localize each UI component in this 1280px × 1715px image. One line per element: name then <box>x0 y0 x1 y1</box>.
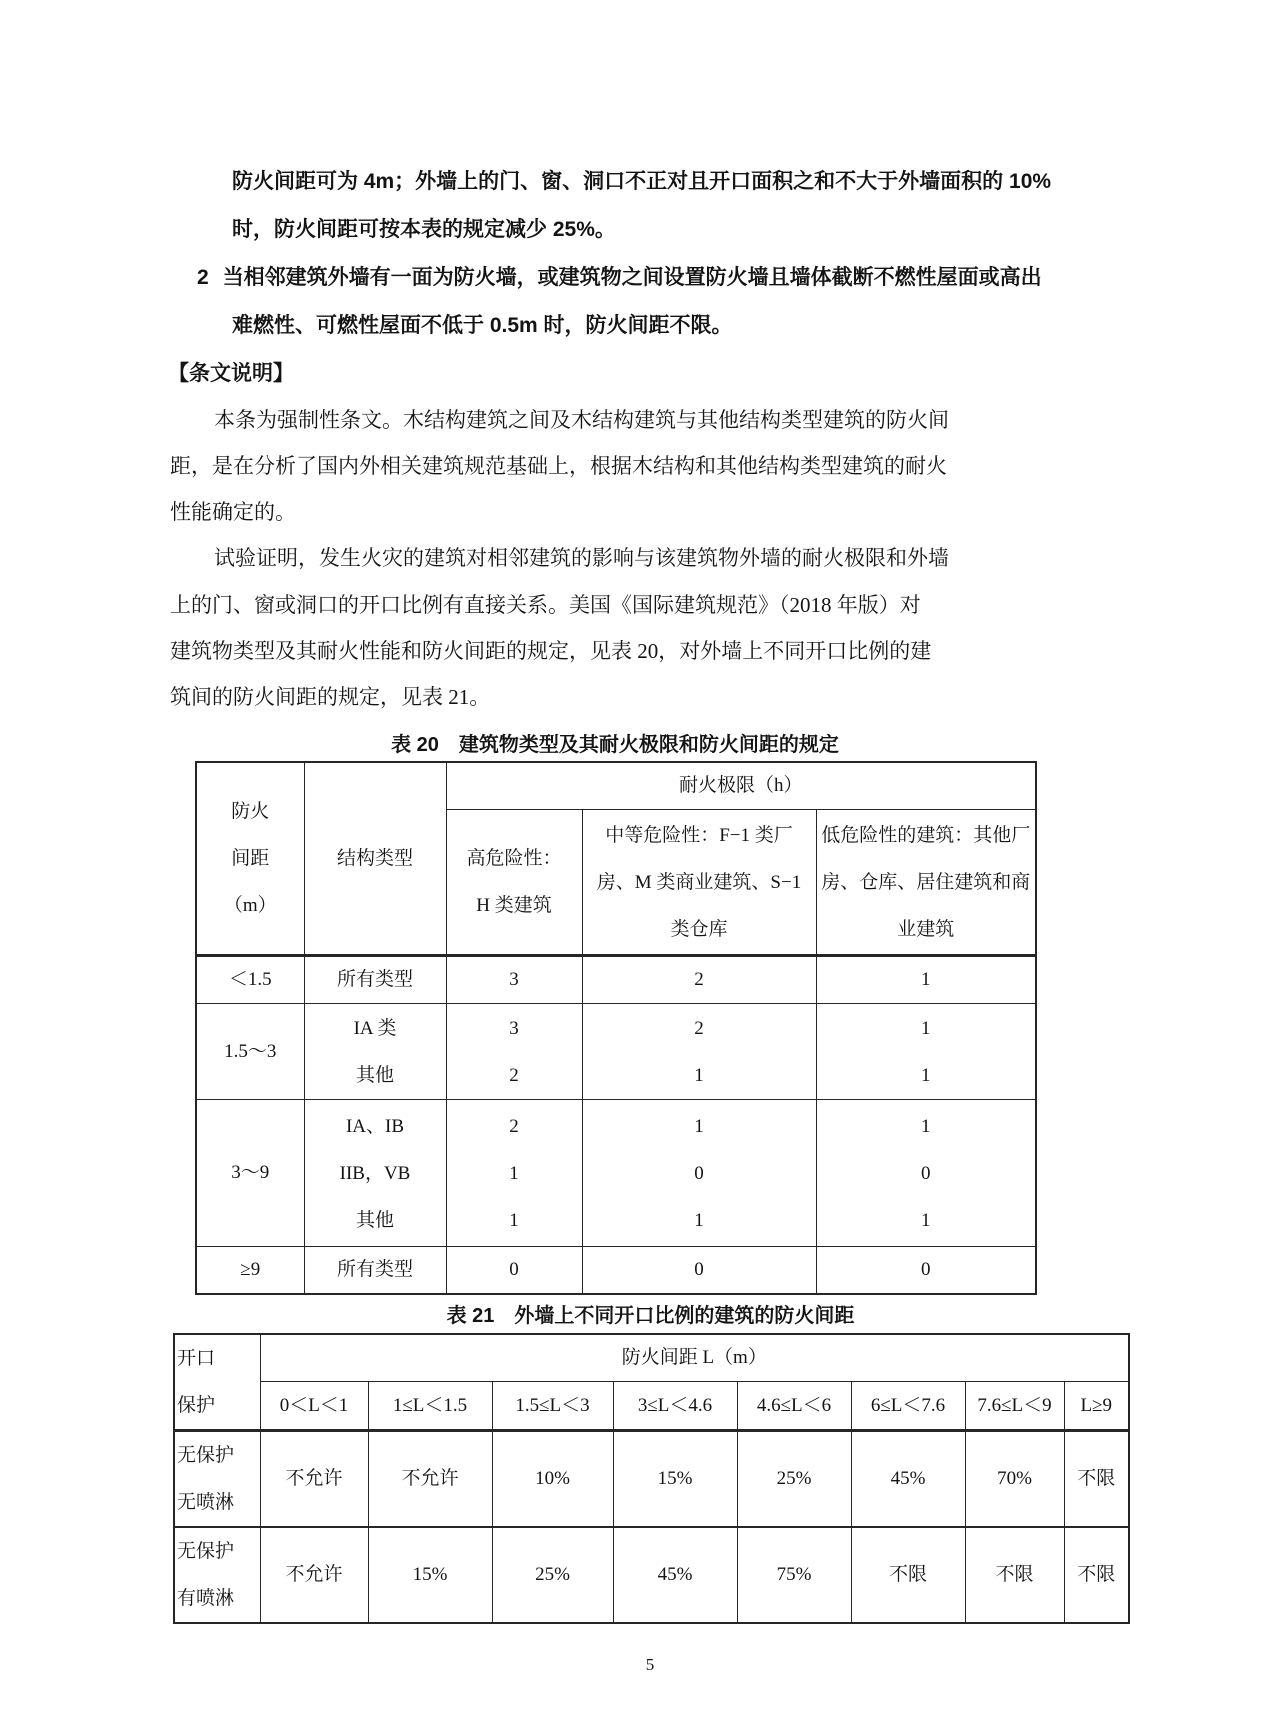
cell-line: （m） <box>223 895 277 916</box>
explanation-line: 筑间的防火间距的规定，见表 21。 <box>170 685 491 709</box>
cell-line: 房、仓库、居住建筑和商 <box>821 871 1031 893</box>
cell-line: 低危险性的建筑：其他厂 <box>821 824 1031 846</box>
t20-cell-value: 1 <box>816 956 1036 1004</box>
t20-cell-distance: ≥9 <box>196 1247 304 1295</box>
t21-header-distance-group: 防火间距 L（m） <box>260 1334 1129 1382</box>
t20-cell-value: 0 <box>582 1247 816 1295</box>
t21-header-range: 0＜L＜1 <box>260 1382 368 1431</box>
t20-cell-value <box>582 1100 816 1247</box>
t21-cell-value: 10% <box>492 1431 613 1528</box>
t20-cell-value: 0 <box>446 1247 582 1295</box>
cell-line: 房、M 类商业建筑、S−1 <box>596 871 802 893</box>
table-21-caption: 表 21 外墙上不同开口比例的建筑的防火间距 <box>446 1305 855 1327</box>
cell-line: 1 <box>509 1209 519 1231</box>
cell-line: 类仓库 <box>670 918 728 940</box>
table-row <box>196 1247 1036 1295</box>
explanation-line: 上的门、窗或洞口的开口比例有直接关系。美国《国际建筑规范》（2018 年版）对 <box>170 593 921 617</box>
clause-2-line-1: 当相邻建筑外墙有一面为防火墙，或建筑物之间设置防火墙且墙体截断不燃性屋面或高出 <box>222 266 1042 289</box>
t21-cell-protection <box>174 1431 260 1528</box>
cell-line: H 类建筑 <box>476 895 552 916</box>
clause-item-2 <box>197 254 1042 302</box>
clause-1-line-1: 防火间距可为 4m；外墙上的门、窗、洞口不正对且开口面积之和不大于外墙面积的 10% <box>232 170 1052 193</box>
page-number: 5 <box>645 1655 655 1674</box>
t20-cell-value <box>816 1004 1036 1100</box>
cell-line: 其他 <box>355 1209 394 1231</box>
cell-line: 其他 <box>355 1064 394 1086</box>
t21-cell-value: 不允许 <box>260 1431 368 1528</box>
t21-cell-value: 不限 <box>965 1527 1064 1623</box>
t21-cell-value: 不允许 <box>260 1527 368 1623</box>
cell-line: 1 <box>921 1209 931 1231</box>
explanation-line: 试验证明，发生火灾的建筑对相邻建筑的影响与该建筑物外墙的耐火极限和外墙 <box>214 546 949 570</box>
section-label-explanation: 【条文说明】 <box>168 362 294 385</box>
cell-line: 3 <box>509 1017 519 1039</box>
cell-line: 高危险性： <box>466 848 562 869</box>
cell-line: 1 <box>694 1115 704 1137</box>
cell-line: 1 <box>921 1064 931 1086</box>
table-21-header-row-1 <box>174 1334 1129 1382</box>
t21-cell-value: 45% <box>613 1527 737 1623</box>
cell-line: 中等危险性：F−1 类厂 <box>605 824 793 846</box>
cell-line: 保护 <box>177 1395 216 1416</box>
t20-cell-distance: 3～9 <box>196 1100 304 1247</box>
t20-cell-distance: 1.5～3 <box>196 1004 304 1100</box>
t21-cell-value: 不限 <box>1064 1431 1129 1528</box>
cell-line: 无保护 <box>177 1541 235 1562</box>
t20-cell-value: 2 <box>582 956 816 1004</box>
t21-header-range: 7.6≤L＜9 <box>965 1382 1064 1431</box>
table-row <box>196 956 1036 1004</box>
t20-cell-value <box>816 1100 1036 1247</box>
explanation-line: 建筑物类型及其耐火性能和防火间距的规定，见表 20，对外墙上不同开口比例的建 <box>170 639 932 663</box>
t20-cell-type <box>304 1100 446 1247</box>
cell-line: 1 <box>694 1064 704 1086</box>
t20-cell-value <box>446 1004 582 1100</box>
cell-line: 有喷淋 <box>177 1588 235 1609</box>
t21-cell-value: 15% <box>368 1527 492 1623</box>
t20-cell-value <box>446 1100 582 1247</box>
cell-line: 间距 <box>231 848 270 869</box>
table-row <box>174 1431 1129 1528</box>
t21-cell-value: 不限 <box>851 1527 965 1623</box>
cell-line: 1 <box>694 1209 704 1231</box>
t20-cell-type: 所有类型 <box>304 956 446 1004</box>
cell-line: 0 <box>694 1162 704 1184</box>
cell-line: 1 <box>921 1115 931 1137</box>
cell-line: 开口 <box>177 1348 216 1369</box>
t20-header-high-hazard <box>446 810 582 956</box>
t20-cell-type <box>304 1004 446 1100</box>
t20-header-low-hazard <box>816 810 1036 956</box>
cell-line: 0 <box>921 1162 931 1184</box>
cell-line: 2 <box>694 1017 704 1039</box>
table-21 <box>173 1333 1130 1624</box>
cell-line: 2 <box>509 1115 519 1137</box>
table-20 <box>195 761 1037 1295</box>
table-20-caption: 表 20 建筑物类型及其耐火极限和防火间距的规定 <box>391 734 839 756</box>
t21-header-range: 3≤L＜4.6 <box>613 1382 737 1431</box>
t20-cell-value <box>582 1004 816 1100</box>
cell-line: 无喷淋 <box>177 1492 235 1513</box>
cell-line: IIB，VB <box>339 1162 411 1184</box>
t21-cell-value: 15% <box>613 1431 737 1528</box>
t21-cell-value: 70% <box>965 1431 1064 1528</box>
t20-header-structure-type: 结构类型 <box>304 762 446 956</box>
table-21-header-row-2 <box>174 1382 1129 1431</box>
t21-cell-value: 不允许 <box>368 1431 492 1528</box>
explanation-line: 本条为强制性条文。木结构建筑之间及木结构建筑与其他结构类型建筑的防火间 <box>214 408 949 432</box>
t20-cell-value: 0 <box>816 1247 1036 1295</box>
explanation-line: 距，是在分析了国内外相关建筑规范基础上，根据木结构和其他结构类型建筑的耐火 <box>170 454 947 478</box>
t20-cell-value: 3 <box>446 956 582 1004</box>
table-row <box>196 1100 1036 1247</box>
cell-line: 防火 <box>231 801 270 822</box>
t21-header-range: 1.5≤L＜3 <box>492 1382 613 1431</box>
t21-cell-value: 不限 <box>1064 1527 1129 1623</box>
t21-cell-value: 75% <box>737 1527 851 1623</box>
explanation-line: 性能确定的。 <box>170 500 296 524</box>
t20-cell-type: 所有类型 <box>304 1247 446 1295</box>
cell-line: IA 类 <box>353 1017 397 1039</box>
cell-line: 业建筑 <box>897 918 955 940</box>
t20-header-medium-hazard <box>582 810 816 956</box>
t20-cell-distance: ＜1.5 <box>196 956 304 1004</box>
t20-header-fire-resistance-group: 耐火极限（h） <box>446 762 1036 810</box>
t21-cell-value: 45% <box>851 1431 965 1528</box>
t21-header-range: L≥9 <box>1064 1382 1129 1431</box>
t21-cell-value: 25% <box>492 1527 613 1623</box>
table-row <box>196 1004 1036 1100</box>
clause-item-number: 2 <box>197 266 209 289</box>
clause-2-line-2: 难燃性、可燃性屋面不低于 0.5m 时，防火间距不限。 <box>232 314 733 337</box>
cell-line: 无保护 <box>177 1445 235 1466</box>
t21-header-range: 4.6≤L＜6 <box>737 1382 851 1431</box>
t21-header-range: 6≤L＜7.6 <box>851 1382 965 1431</box>
t21-header-opening-protection <box>174 1334 260 1431</box>
cell-line: 1 <box>921 1017 931 1039</box>
t20-header-distance <box>196 762 304 956</box>
t21-cell-value: 25% <box>737 1431 851 1528</box>
cell-line: IA、IB <box>345 1115 405 1137</box>
table-row <box>174 1527 1129 1623</box>
cell-line: 2 <box>509 1064 519 1086</box>
clause-1-line-2: 时，防火间距可按本表的规定减少 25%。 <box>232 218 616 241</box>
cell-line: 1 <box>509 1162 519 1184</box>
t21-cell-protection <box>174 1527 260 1623</box>
t21-header-range: 1≤L＜1.5 <box>368 1382 492 1431</box>
table-20-header-row-1 <box>196 762 1036 810</box>
